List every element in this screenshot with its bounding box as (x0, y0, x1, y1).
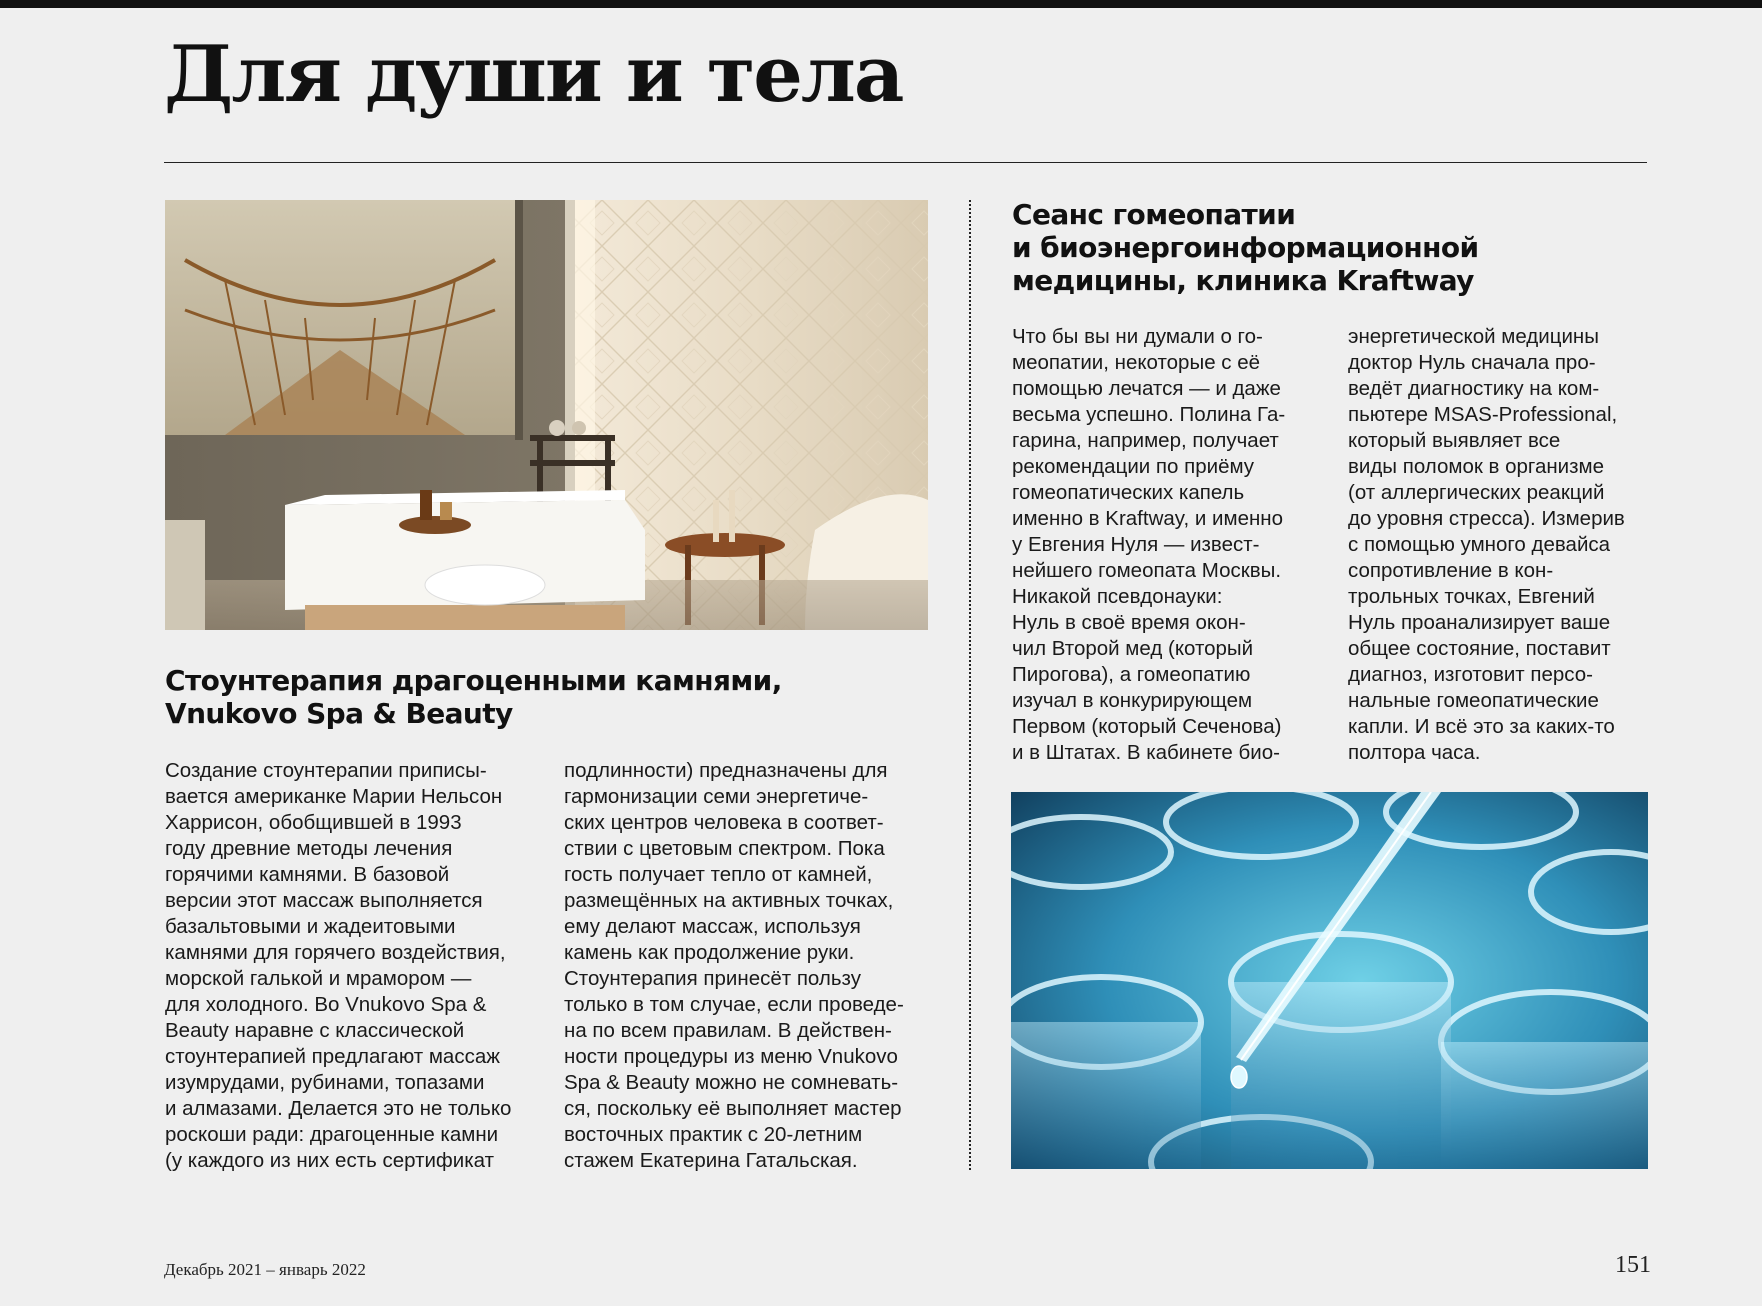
right-article-headline (1012, 198, 1652, 297)
right-article-column-2: энергетической медицины доктор Нуль сначала про- ведёт диагностику на ком- пьютере MSAS-Professional, который выявляет все виды поломок в организме (от аллергических реакций до уровня стресса). Измерив с помощью умного девайса сопротивление в кон- трольных точках, Евгений Нуль проанализирует ваше общее состояние, поставит диагноз, изготовит персо- нальные гомеопатические капли. И всё это за каких-то полтора часа. (1348, 325, 1625, 764)
left-article-column-2: подлинности) предназначены для гармонизации семи энергетиче- ских центров человека в соответ- ствии с цветовым спектром. Пока гость получает тепло от камней, размещённых на активных точках, ему делают массаж, используя камень как продолжение руки. Стоунтерапия принесёт пользу только в том случае, если проведе- на по всем правилам. В действен- ности процедуры из меню Vnukovo Spa & Beauty можно не сомневать- ся, поскольку её выполняет мастер восточных практик с 20-летним стажем Екатерина Гатальская. (564, 759, 904, 1172)
top-border (0, 0, 1762, 8)
right-headline-text: Сеанс гомеопатии и биоэнергоинформационной медицины, клиника Kraftway (1012, 198, 1479, 297)
page-number: 151 (1615, 1252, 1651, 1278)
left-headline-text: Стоунтерапия драгоценными камнями, Vnukovo Spa & Beauty (165, 664, 782, 730)
title-rule (164, 162, 1647, 163)
column-divider (969, 200, 971, 1170)
page-title: Для души и тела (164, 29, 903, 120)
issue-date: Декабрь 2021 – январь 2022 (164, 1260, 366, 1279)
right-article-column-1: Что бы вы ни думали о го- меопатии, некоторые с её помощью лечатся — и даже весьма успешно. Полина Га- гарина, например, получает рекомендации по приёму гомеопатических капель именно в Kraftway, и именно у Евгения Нуля — извест- нейшего гомеопата Москвы. Никакой псевдонауки: Нуль в своё время окон- чил Второй мед (который Пирогова), а гомеопатию изучал в конкурирующем Первом (который Сеченова) и в Штатах. В кабинете био- (1012, 325, 1286, 764)
spa-room-photo (165, 200, 928, 630)
left-article-column-1: Создание стоунтерапии приписы- вается американке Марии Нельсон Харрисон, обобщившей в 1993 году древние методы лечения горячими камнями. В базовой версии этот массаж выполняется базальтовыми и жадеитовыми камнями для горячего воздействия, морской галькой и мрамором — для холодного. Во Vnukovo Spa & Beauty наравне с классической стоунтерапией предлагают массаж изумрудами, рубинами, топазами и алмазами. Делается это не только роскоши ради: драгоценные камни (у каждого из них есть сертификат (165, 759, 512, 1172)
left-article-headline (165, 664, 945, 730)
test-tubes-photo (1011, 792, 1648, 1169)
